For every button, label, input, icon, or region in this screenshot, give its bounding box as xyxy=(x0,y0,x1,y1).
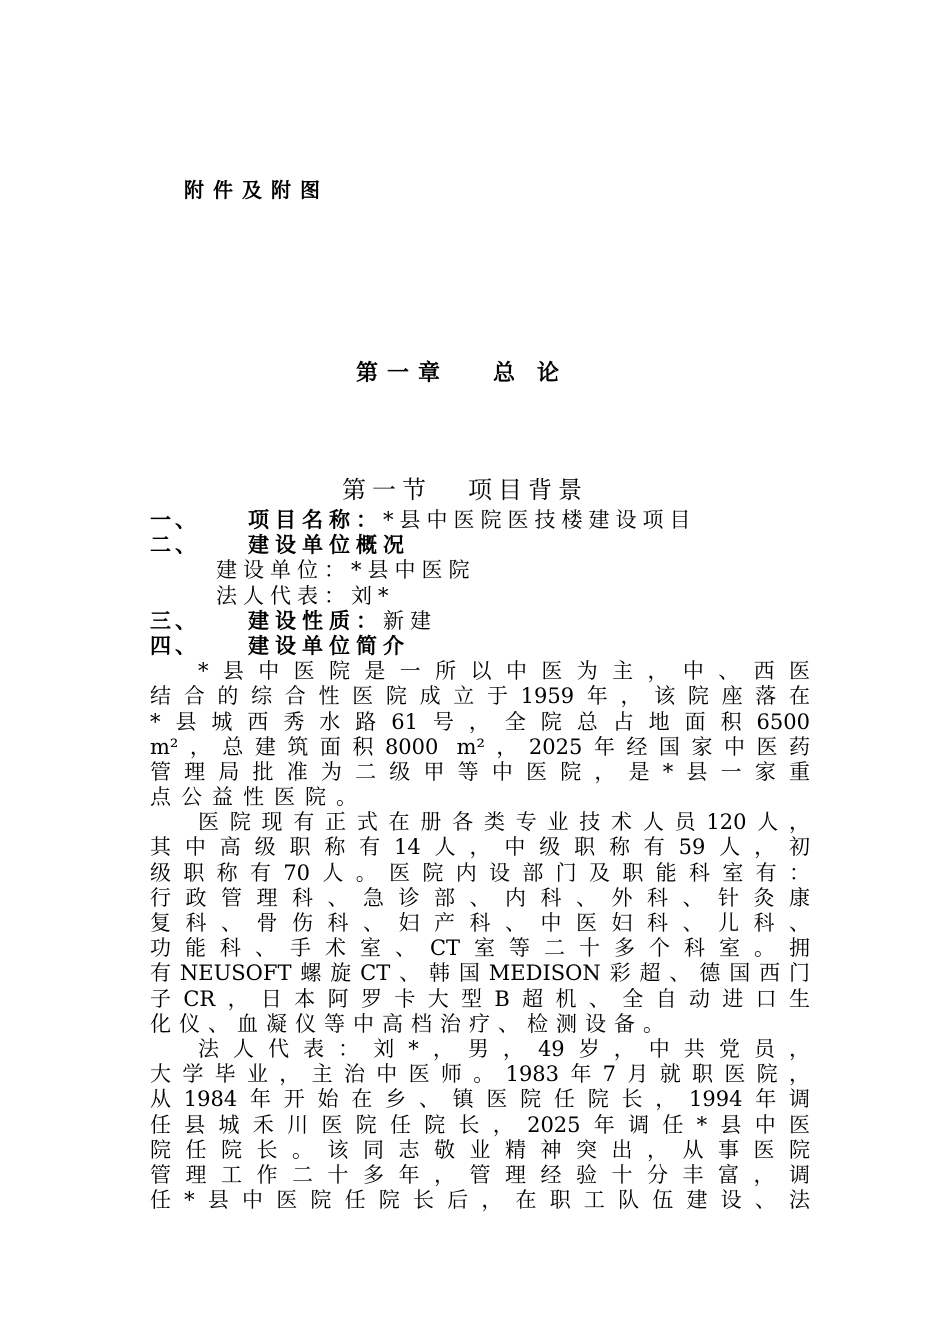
item-unit-intro xyxy=(150,634,810,659)
appendix-title: 附件及附图 xyxy=(184,178,329,202)
chapter-number: 第一章 xyxy=(356,361,450,386)
item-label: 项目名称： xyxy=(248,508,383,532)
text-line: 级职称有70人。医院内设部门及职能科室有： xyxy=(150,860,810,885)
text-line: 点公益性医院。 xyxy=(150,785,367,810)
text-line: 法人代表：刘*，男，49岁，中共党员， xyxy=(198,1036,810,1061)
text-line: 有NEUSOFT螺旋CT、韩国MEDISON彩超、德国西门 xyxy=(150,961,810,986)
unit-value: *县中医院 xyxy=(351,558,476,583)
text-line: 其中高级职称有14人，中级职称有59人，初 xyxy=(150,835,810,860)
item-number: 二、 xyxy=(150,533,200,558)
text-line: 医院现有正式在册各类专业技术人员120人， xyxy=(198,810,810,835)
paragraph-legal-representative xyxy=(150,1037,810,1213)
item-unit-name xyxy=(150,558,810,583)
item-legal-rep xyxy=(150,584,810,609)
text-line: 从1984年开始在乡、镇医院任院长，1994年调 xyxy=(150,1087,810,1112)
rep-label: 法人代表： xyxy=(216,583,351,608)
item-value: *县中医院医技楼建设项目 xyxy=(383,508,697,532)
section-number: 第一节 xyxy=(342,476,432,504)
chapter-title: 总 论 xyxy=(493,361,560,386)
text-line: 子CR，日本阿罗卡大型B超机、全自动进口生 xyxy=(150,986,810,1011)
document-body xyxy=(150,508,810,1213)
text-line: 复科、骨伤科、妇产科、中医妇科、儿科、 xyxy=(150,911,810,935)
text-line: *县中医院是一所以中医为主，中、西医 xyxy=(198,659,810,684)
paragraph-staff-and-equipment xyxy=(150,810,810,1037)
item-nature xyxy=(150,609,810,634)
item-value: 新建 xyxy=(383,608,437,633)
text-line: 大学毕业，主治中医师。1983年7月就职医院， xyxy=(150,1062,810,1087)
text-line: 功能科、手术室、CT室等二十多个科室。拥 xyxy=(150,936,810,961)
text-line: *县城西秀水路61号，全院总占地面积6500 xyxy=(150,709,810,734)
text-line: 管理工作二十多年，管理经验十分丰富，调 xyxy=(150,1162,810,1187)
paragraph-hospital-intro xyxy=(150,659,810,810)
rep-value: 刘* xyxy=(351,583,395,608)
section-title: 项目背景 xyxy=(468,476,588,504)
text-line: 管理局批准为二级甲等中医院，是*县一家重 xyxy=(150,759,810,784)
text-line: 化仪、血凝仪等中高档治疗、检测设备。 xyxy=(150,1011,672,1036)
item-project-name xyxy=(150,508,810,533)
section-heading xyxy=(342,470,588,505)
text-line: m²，总建筑面积8000 m²，2025年经国家中医药 xyxy=(150,734,810,759)
text-line: 院任院长。该同志敬业精神突出，从事医院 xyxy=(150,1137,810,1162)
item-unit-overview xyxy=(150,533,810,558)
text-line: 结合的综合性医院成立于1959年，该院座落在 xyxy=(150,684,810,709)
text-line: 行政管理科、急诊部、内科、外科、针灸康 xyxy=(150,885,810,910)
chapter-heading xyxy=(356,356,559,387)
item-label: 建设单位概况 xyxy=(248,533,410,558)
item-number: 三、 xyxy=(150,608,200,633)
item-label: 建设单位简介 xyxy=(248,633,410,658)
item-number: 一、 xyxy=(150,508,200,532)
text-line: 任县城禾川医院任院长，2025年调任*县中医 xyxy=(150,1112,810,1137)
unit-label: 建设单位： xyxy=(216,558,351,583)
item-label: 建设性质： xyxy=(248,608,383,633)
item-number: 四、 xyxy=(150,633,200,658)
text-line: 任*县中医院任院长后，在职工队伍建设、法 xyxy=(150,1188,810,1213)
